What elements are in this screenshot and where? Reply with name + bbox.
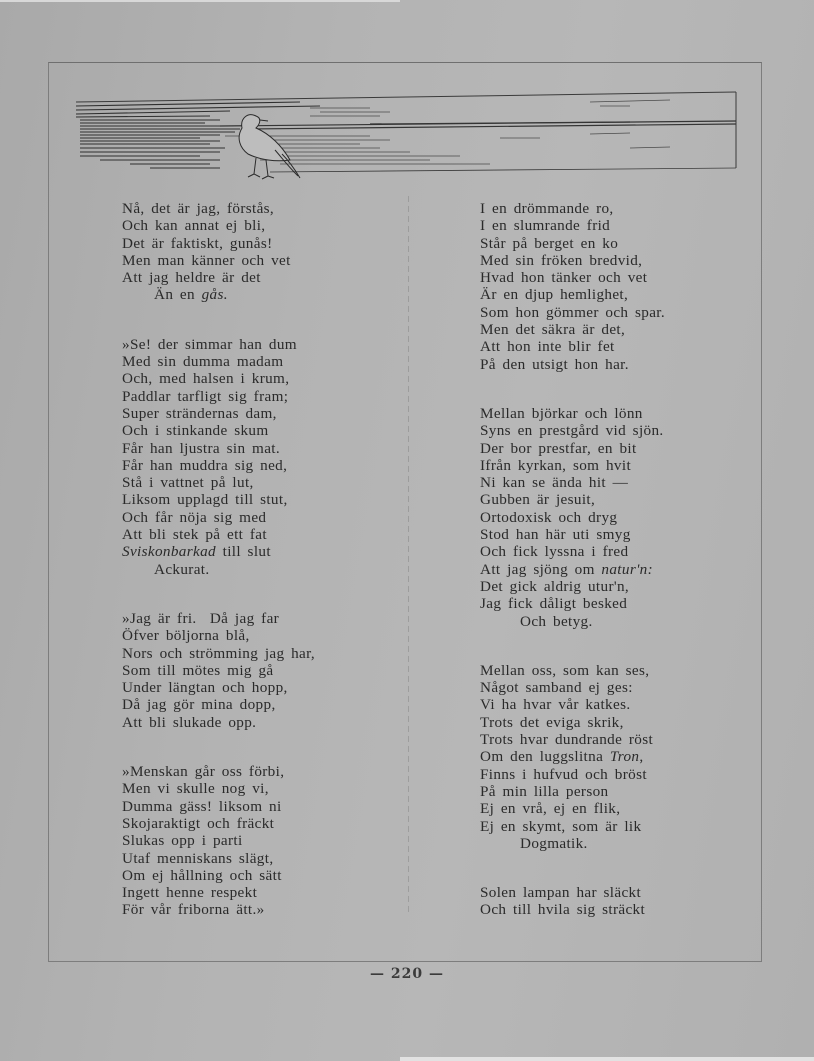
seagull-illustration xyxy=(70,88,738,184)
verse-line: Och kan annat ej bli, xyxy=(122,217,266,235)
verse-line: Dumma gäss! liksom ni xyxy=(122,797,282,815)
stanza-8 xyxy=(480,884,665,919)
verse-italic: natur'n: xyxy=(601,560,654,578)
verse-line: Stod han här uti smyg xyxy=(480,526,631,544)
verse-line: Det är faktiskt, gunås! xyxy=(122,234,273,252)
verse-line: Men man känner och vet xyxy=(122,251,291,269)
verse-line: Är en djup hemlighet, xyxy=(480,286,629,304)
verse-line: Att jag heldre är det xyxy=(122,269,261,287)
stanza-4 xyxy=(122,763,315,919)
scan-edge-bottom xyxy=(400,1057,814,1061)
verse-line: Att bli slukade opp. xyxy=(122,713,257,731)
verse-line: Ej en skymt, som är lik xyxy=(480,817,642,835)
verse-text: Än en xyxy=(154,286,202,304)
column-divider xyxy=(408,196,409,916)
verse-line: Med sin fröken bredvid, xyxy=(480,251,643,269)
verse-line: Hvad hon tänker och vet xyxy=(480,269,648,287)
verse-line: Att bli stek på ett fat xyxy=(122,526,267,544)
verse-line: I en drömmande ro, xyxy=(480,200,614,217)
verse-text: Att jag sjöng om xyxy=(480,560,602,578)
verse-line: Syns en prestgård vid sjön. xyxy=(480,422,664,440)
stanza-6 xyxy=(480,405,665,630)
left-column xyxy=(122,200,315,919)
verse-line: Under längtan och hopp, xyxy=(122,679,288,697)
verse-line: Som hon gömmer och spar. xyxy=(480,303,666,321)
stanza-5 xyxy=(480,200,665,373)
verse-line: Nå, det är jag, förstås, xyxy=(122,200,275,217)
verse-line: På min lilla person xyxy=(480,782,609,800)
verse-line xyxy=(480,561,665,578)
verse-line: Jag fick dåligt besked xyxy=(480,595,628,613)
verse-line: För vår friborna ätt.» xyxy=(122,901,265,919)
verse-text: till slut xyxy=(215,543,271,561)
verse-line: Stå i vattnet på lut, xyxy=(122,474,254,492)
verse-line: Och till hvila sig sträckt xyxy=(480,901,646,919)
verse-line: Ingett henne respekt xyxy=(122,884,258,902)
verse-line: Får han muddra sig ned, xyxy=(122,456,288,474)
verse-line: »Menskan går oss förbi, xyxy=(122,763,285,781)
verse-line: Liksom upplagd till stut, xyxy=(122,491,288,509)
verse-line: Något samband ej ges: xyxy=(480,679,633,697)
stanza-3 xyxy=(122,610,315,731)
verse-line: Och fick lyssna i fred xyxy=(480,543,629,561)
verse-line xyxy=(122,543,315,560)
verse-line: Och får nöja sig med xyxy=(122,508,267,526)
verse-line: Som till mötes mig gå xyxy=(122,661,274,679)
verse-text: Om den luggslitna xyxy=(480,748,610,766)
verse-line: Ortodoxisk och dryg xyxy=(480,508,618,526)
verse-line: Gubben är jesuit, xyxy=(480,491,596,509)
verse-line: Vi ha hvar vår katkes. xyxy=(480,696,631,714)
stanza-7 xyxy=(480,662,665,852)
verse-line: Med sin dumma madam xyxy=(122,353,284,371)
verse-italic: Tron xyxy=(609,748,640,766)
verse-line-indented: Och betyg. xyxy=(520,612,593,630)
verse-line: Skojaraktigt och fräckt xyxy=(122,814,275,832)
verse-line: Och i stinkande skum xyxy=(122,422,269,440)
verse-italic: Sviskonbarkad xyxy=(122,543,216,561)
verse-line: Super strändernas dam, xyxy=(122,404,277,422)
verse-line: Och, med halsen i krum, xyxy=(122,370,290,388)
verse-line: Ni kan se ända hit — xyxy=(480,474,629,492)
scan-edge-top xyxy=(0,0,400,2)
verse-line: Finns i hufvud och bröst xyxy=(480,765,647,783)
verse-line: I en slumrande frid xyxy=(480,217,611,235)
verse-line-indented: Ackurat. xyxy=(154,560,210,578)
verse-line: Får han ljustra sin mat. xyxy=(122,439,281,457)
verse-line: Ej en vrå, ej en flik, xyxy=(480,800,621,818)
verse-line: Slukas opp i parti xyxy=(122,832,243,850)
verse-line-indented xyxy=(122,286,315,303)
verse-line xyxy=(480,748,665,765)
verse-line: Trots hvar dundrande röst xyxy=(480,731,654,749)
verse-line: Men vi skulle nog vi, xyxy=(122,780,269,798)
page-number: — 220 — xyxy=(370,966,444,982)
verse-line: Öfver böljorna blå, xyxy=(122,627,250,645)
verse-line: Solen lampan har släckt xyxy=(480,884,642,902)
verse-line: Paddlar tarfligt sig fram; xyxy=(122,387,289,405)
verse-italic: gås. xyxy=(201,286,228,304)
verse-line: Mellan oss, som kan ses, xyxy=(480,661,650,679)
verse-line: Men det säkra är det, xyxy=(480,321,626,339)
verse-line: Der bor prestfar, en bit xyxy=(480,439,637,457)
verse-line: På den utsigt hon har. xyxy=(480,355,629,373)
verse-line: Då jag gör mina dopp, xyxy=(122,696,276,714)
stanza-1 xyxy=(122,200,315,304)
seagull-shore-icon xyxy=(70,88,738,184)
verse-line: Mellan björkar och lönn xyxy=(480,404,643,422)
verse-line: Ifrån kyrkan, som hvit xyxy=(480,456,632,474)
verse-line: »Jag är fri. Då jag far xyxy=(122,609,280,627)
verse-line: Står på berget en ko xyxy=(480,234,619,252)
verse-line: Det gick aldrig utur'n, xyxy=(480,577,630,595)
verse-line: Om ej hållning och sätt xyxy=(122,866,282,884)
stanza-2 xyxy=(122,336,315,578)
right-column xyxy=(480,200,665,919)
verse-line: Nors och strömming jag har, xyxy=(122,644,316,662)
verse-text: , xyxy=(639,748,644,766)
verse-line: »Se! der simmar han dum xyxy=(122,335,297,353)
verse-line: Trots det eviga skrik, xyxy=(480,713,624,731)
verse-line: Utaf menniskans slägt, xyxy=(122,849,274,867)
verse-line-indented: Dogmatik. xyxy=(520,834,588,852)
verse-line: Att hon inte blir fet xyxy=(480,338,615,356)
